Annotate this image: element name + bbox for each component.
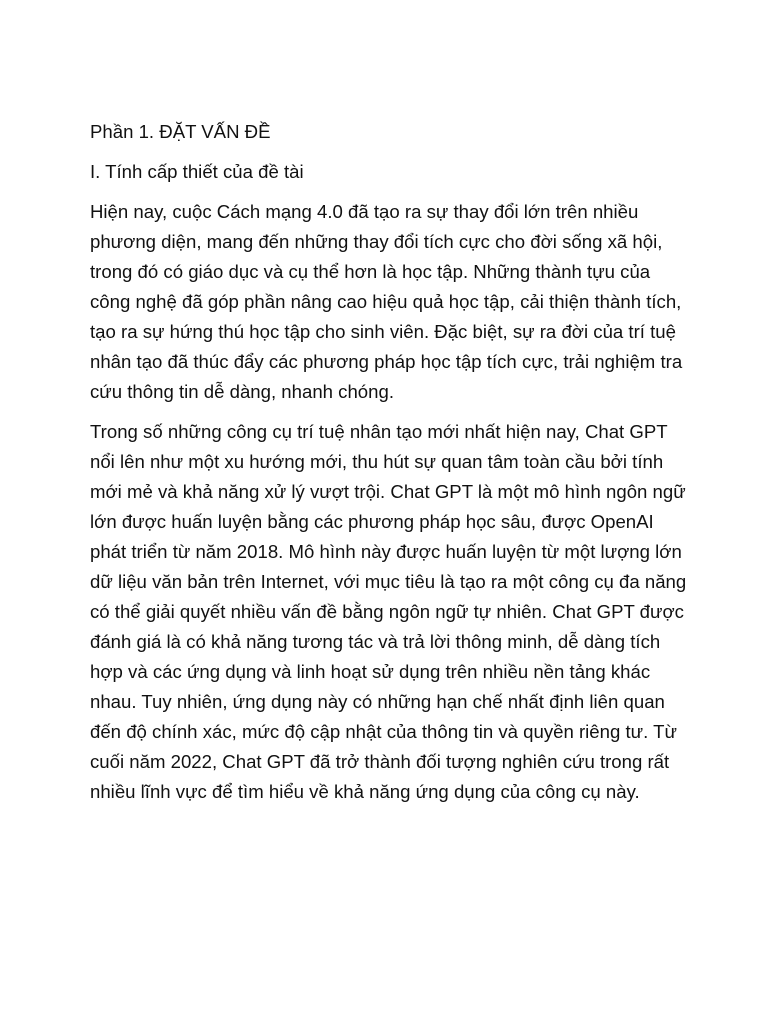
document-body — [90, 117, 690, 807]
paragraph-1: Hiện nay, cuộc Cách mạng 4.0 đã tạo ra sự thay đổi lớn trên nhiều phương diện, mang đến những thay đổi tích cực cho đời sống xã hội, trong đó có giáo dục và cụ thể hơn là học tập. Những thành tựu của công nghệ đã góp phần nâng cao hiệu quả học tập, cải thiện thành tích, tạo ra sự hứng thú học tập cho sinh viên. Đặc biệt, sự ra đời của trí tuệ nhân tạo đã thúc đẩy các phương pháp học tập tích cực, trải nghiệm tra cứu thông tin dễ dàng, nhanh chóng. — [90, 201, 683, 402]
part-title: Phần 1. ĐẶT VẤN ĐỀ — [90, 121, 271, 142]
section-title: I. Tính cấp thiết của đề tài — [90, 161, 304, 182]
paragraph-2: Trong số những công cụ trí tuệ nhân tạo mới nhất hiện nay, Chat GPT nổi lên như một xu hướng mới, thu hút sự quan tâm toàn cầu bởi tính mới mẻ và khả năng xử lý vượt trội. Chat GPT là một mô hình ngôn ngữ lớn được huấn luyện bằng các phương pháp học sâu, được OpenAI phát triển từ năm 2018. Mô hình này được huấn luyện từ một lượng lớn dữ liệu văn bản trên Internet, với mục tiêu là tạo ra một công cụ đa năng có thể giải quyết nhiều vấn đề bằng ngôn ngữ tự nhiên. Chat GPT được đánh giá là có khả năng tương tác và trả lời thông minh, dễ dàng tích hợp và các ứng dụng và linh hoạt sử dụng trên nhiều nền tảng khác nhau. Tuy nhiên, ứng dụng này có những hạn chế nhất định liên quan đến độ chính xác, mức độ cập nhật của thông tin và quyền riêng tư. Từ cuối năm 2022, Chat GPT đã trở thành đối tượng nghiên cứu trong rất nhiều lĩnh vực để tìm hiểu về khả năng ứng dụng của công cụ này. — [90, 421, 687, 802]
